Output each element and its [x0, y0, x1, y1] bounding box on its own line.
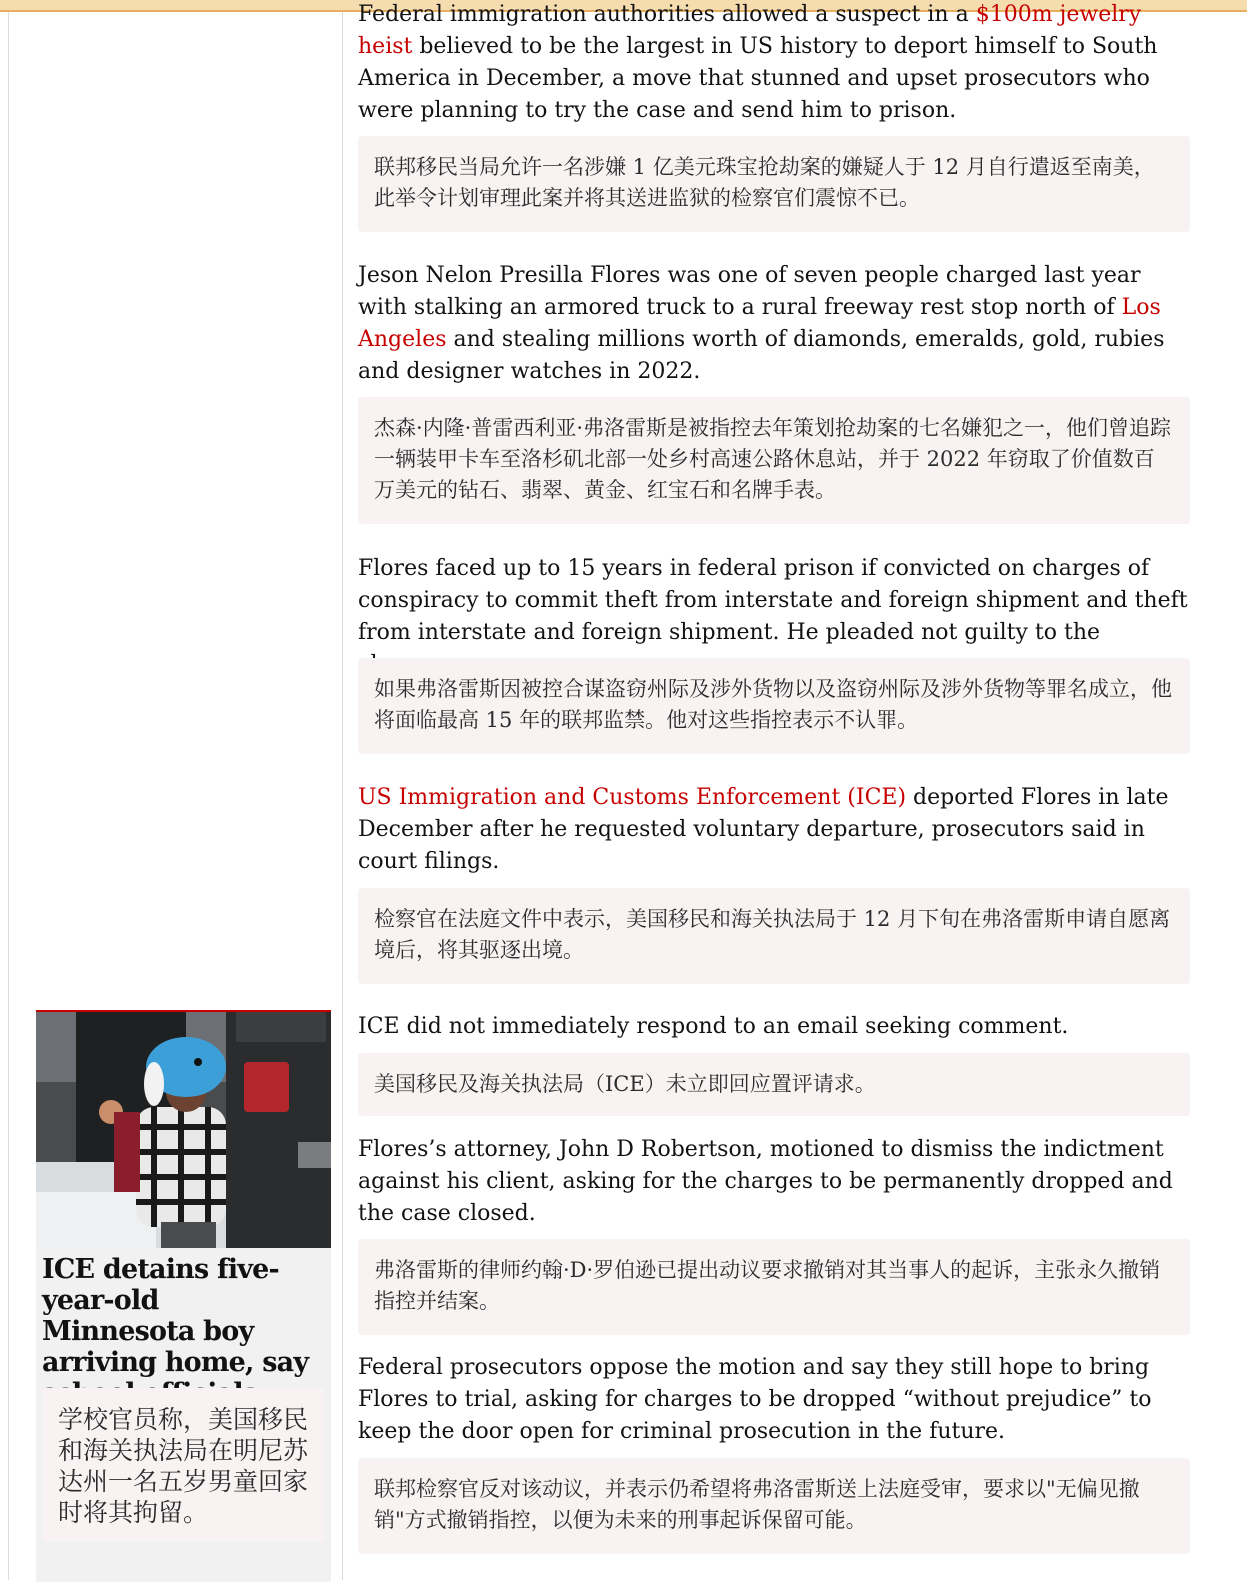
paragraph-text: deported Flores in late December after he requested voluntary departure, prosecutors said in court filings. [358, 785, 1169, 874]
story-photo[interactable] [36, 1012, 331, 1248]
translation-7: 联邦检察官反对该动议，并表示仍希望将弗洛雷斯送上法庭受审，要求以"无偏见撤销"方式撤销指控，以便为未来的刑事起诉保留可能。 [358, 1458, 1190, 1554]
story-headline-translation: 学校官员称，美国移民和海关执法局在明尼苏达州一名五岁男童回家时将其拘留。 [42, 1388, 324, 1542]
paragraph-text: Jeson Nelon Presilla Flores was one of seven people charged last year with stalking an armored truck to a rural freeway rest stop north of [358, 263, 1141, 320]
translation-4: 检察官在法庭文件中表示，美国移民和海关执法局于 12 月下旬在弗洛雷斯申请自愿离境后，将其驱逐出境。 [358, 888, 1190, 984]
column-divider [342, 12, 343, 1580]
paragraph-5: ICE did not immediately respond to an email seeking comment. [358, 1014, 1069, 1039]
paragraph-4 [358, 782, 1190, 878]
paragraph-2 [358, 260, 1190, 388]
paragraph-text: and stealing millions worth of diamonds, emeralds, gold, rubies and designer watches in 2022. [358, 327, 1165, 384]
related-story-card[interactable] [36, 1010, 331, 1582]
heist-link[interactable]: $100m jewelry heist [358, 2, 1142, 59]
translation-6: 弗洛雷斯的律师约翰·D·罗伯逊已提出动议要求撤销对其当事人的起诉，主张永久撤销指控并结案。 [358, 1239, 1190, 1335]
translation-5: 美国移民及海关执法局（ICE）未立即回应置评请求。 [358, 1053, 1190, 1116]
paragraph-text: believed to be the largest in US history to deport himself to South America in December, a move that stunned and upset prosecutors who were planning to try the case and send him to prison. [358, 34, 1158, 123]
ice-link[interactable]: US Immigration and Customs Enforcement (ICE) [358, 785, 907, 810]
paragraph-3: Flores faced up to 15 years in federal prison if convicted on charges of conspiracy to commit theft from interstate and foreign shipment and theft from interstate and foreign shipment. He pleaded not guilty to the [358, 556, 1188, 645]
left-divider [8, 12, 9, 1580]
paragraph-6: Flores’s attorney, John D Robertson, motioned to dismiss the indictment against his client, asking for the charges to be permanently dropped and the case closed. [358, 1137, 1173, 1226]
paragraph-text: Federal immigration authorities allowed a suspect in a [358, 2, 976, 27]
translation-2: 杰森·内隆·普雷西利亚·弗洛雷斯是被指控去年策划抢劫案的七名嫌犯之一，他们曾追踪一辆装甲卡车至洛杉矶北部一处乡村高速公路休息站，并于 2022 年窃取了价值数百万美元的钻石、翡翠、黄金、红宝石和名牌手表。 [358, 397, 1190, 524]
translation-1: 联邦移民当局允许一名涉嫌 1 亿美元珠宝抢劫案的嫌疑人于 12 月自行遣返至南美，此举令计划审理此案并将其送进监狱的检察官们震惊不已。 [358, 136, 1190, 232]
los-angeles-link[interactable]: Los Angeles [358, 295, 1161, 352]
story-headline[interactable]: ICE detains five-year-old Minnesota boy arriving home, say [42, 1254, 309, 1378]
translation-3: 如果弗洛雷斯因被控合谋盗窃州际及涉外货物以及盗窃州际及涉外货物等罪名成立，他将面临最高 15 年的联邦监禁。他对这些指控表示不认罪。 [358, 658, 1190, 754]
photo-child-in-blue-hat-icon [36, 1012, 331, 1248]
paragraph-1 [358, 0, 1190, 127]
paragraph-7: Federal prosecutors oppose the motion and say they still hope to bring Flores to trial, asking for charges to be dropped “without prejudice” to keep the door open for criminal prosecution in the future. [358, 1355, 1152, 1444]
